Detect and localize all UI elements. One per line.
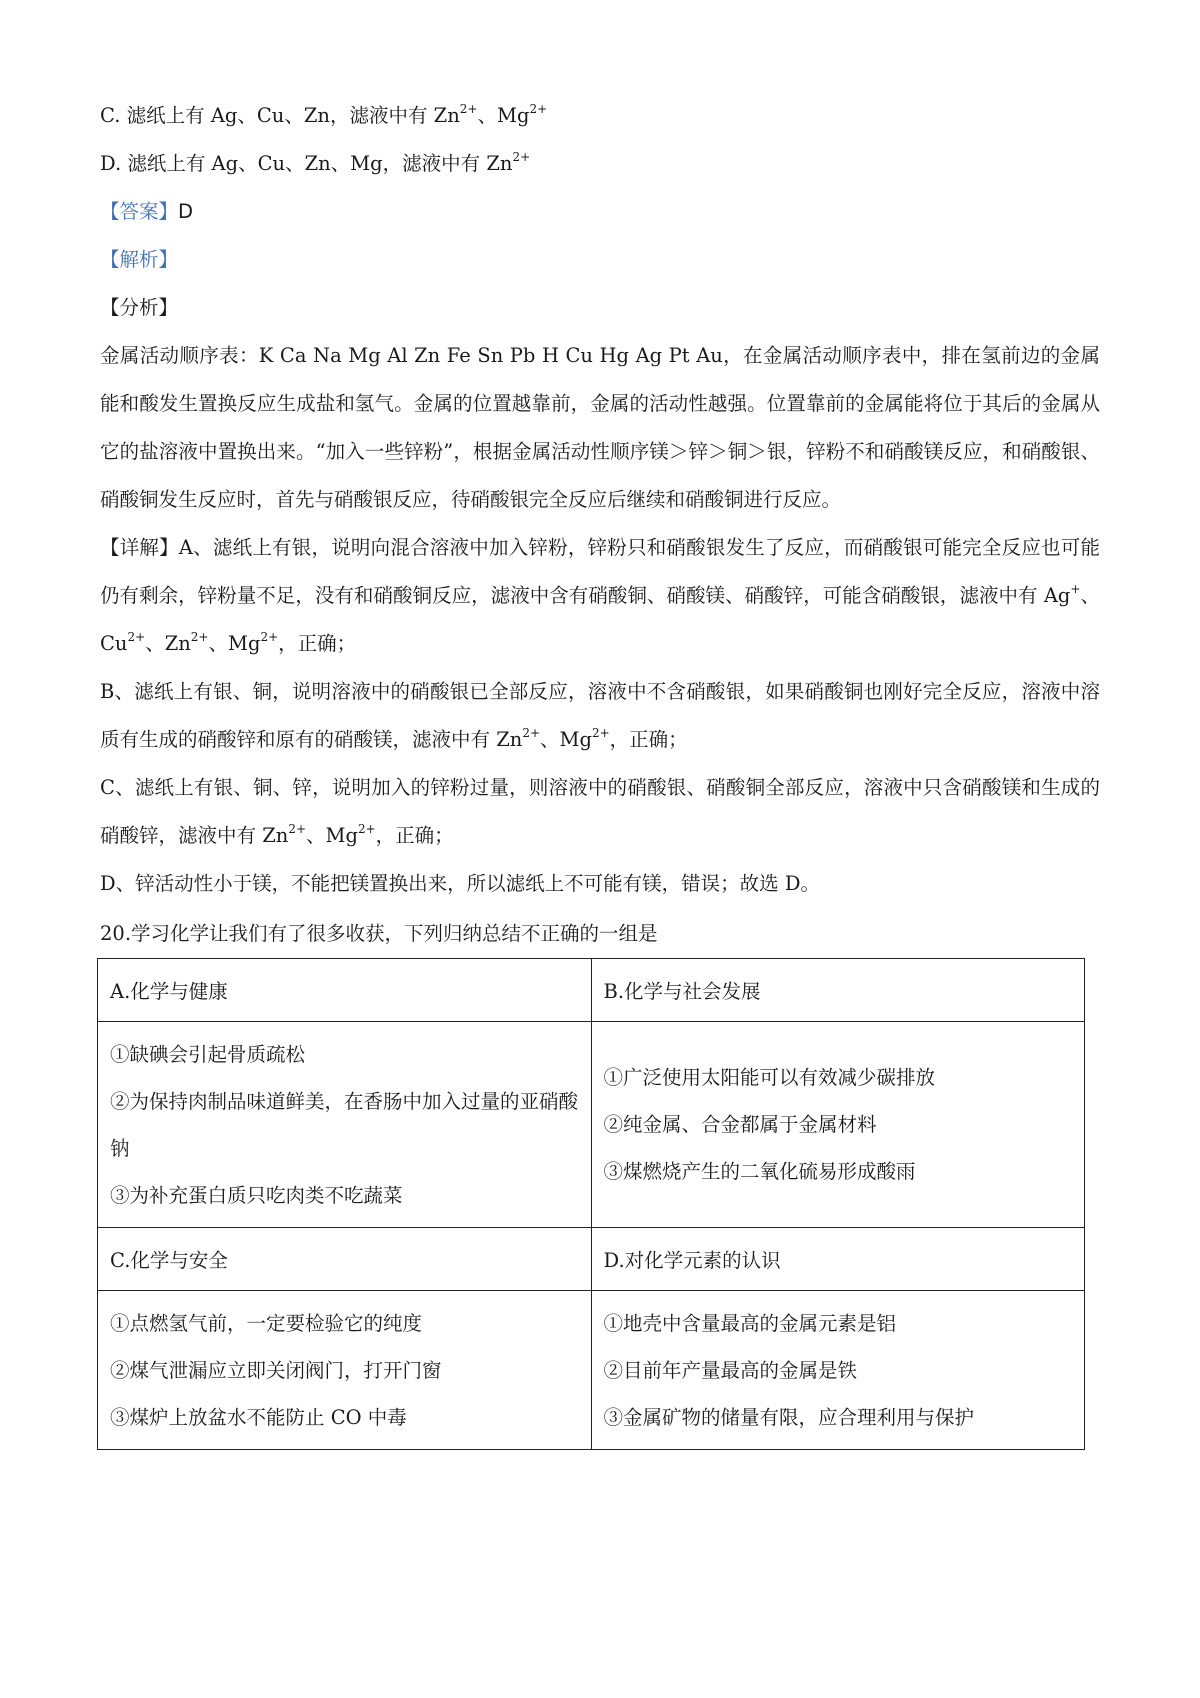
detail-d: D、锌活动性小于镁，不能把镁置换出来，所以滤纸上不可能有镁，错误；故选 D。 (100, 872, 820, 895)
cell-d-header: D.对化学元素的认识 (591, 1228, 1085, 1291)
list-item: ①点燃氢气前，一定要检验它的纯度 (110, 1311, 423, 1335)
document-page (100, 92, 1100, 1450)
detail-a-ion: 、Cu (100, 584, 1100, 655)
list-item: ③煤燃烧产生的二氧化硫易形成酸雨 (603, 1160, 916, 1183)
superscript: 2+ (591, 726, 610, 740)
cell-b-header: B.化学与社会发展 (591, 959, 1085, 1022)
list-item: ②煤气泄漏应立即关闭阀门，打开门窗 (110, 1358, 442, 1382)
superscript: 2+ (522, 726, 541, 740)
detail-c (100, 764, 1100, 860)
option-d (100, 140, 1100, 188)
list-item: ②纯金属、合金都属于金属材料 (603, 1113, 877, 1136)
cell-a-header: A.化学与健康 (98, 959, 592, 1022)
option-c-text: C. 滤纸上有 Ag、Cu、Zn，滤液中有 Zn (100, 104, 460, 127)
detail-a-end: ，正确； (278, 632, 357, 655)
detail-a-ion: 、Zn (145, 632, 191, 655)
detail-b-ion: 、Mg (540, 728, 592, 751)
detail-a-text: 【详解】A、滤纸上有银，说明向混合溶液中加入锌粉，锌粉只和硝酸银发生了反应，而硝酸银可能完全反应也可能仍有剩余，锌粉量不足，没有和硝酸铜反应，滤液中含有硝酸铜、硝酸镁、硝酸锌，可能含硝酸银，滤液中有 Ag (100, 536, 1100, 607)
superscript: 2+ (127, 630, 146, 644)
superscript: 2+ (529, 102, 548, 116)
list-item: ③金属矿物的储量有限，应合理利用与保护 (603, 1405, 975, 1429)
answer-label: 【答案】 (100, 200, 179, 223)
superscript: 2+ (260, 630, 279, 644)
detail-a (100, 524, 1100, 668)
fenxi-label: 【分析】 (100, 296, 179, 319)
cell-c-header: C.化学与安全 (98, 1228, 592, 1291)
list-item: ①广泛使用太阳能可以有效减少碳排放 (603, 1066, 936, 1089)
question-20-table (97, 958, 1085, 1450)
question-20: 20.学习化学让我们有了很多收获，下列归纳总结不正确的一组是 (100, 922, 658, 945)
option-c-text-mid: 、Mg (477, 104, 530, 127)
list-item: ①地壳中含量最高的金属元素是铝 (603, 1311, 897, 1335)
cell-b-items (591, 1022, 1085, 1228)
list-item: ③煤炉上放盆水不能防止 CO 中毒 (110, 1405, 407, 1429)
detail-c-text: C、滤纸上有银、铜、锌，说明加入的锌粉过量，则溶液中的硝酸银、硝酸铜全部反应，溶液中只含硝酸镁和生成的硝酸锌，滤液中有 Zn (100, 776, 1100, 847)
cell-a-items (98, 1022, 592, 1228)
answer-value: D (178, 200, 194, 223)
detail-c-end: ，正确； (375, 824, 454, 847)
option-c (100, 92, 1100, 140)
list-item: ②目前年产量最高的金属是铁 (603, 1358, 858, 1382)
analysis-paragraph: 金属活动顺序表：K Ca Na Mg Al Zn Fe Sn Pb H Cu Hg Ag Pt Au，在金属活动顺序表中，排在氢前边的金属能和酸发生置换反应生成盐和氢气。金属的位置越靠前，金属的活动性越强。位置靠前的金属能将位于其后的金属从它的盐溶液中置换出来。“加入一些锌粉”，根据金属活动性顺序镁＞锌＞铜＞银，锌粉不和硝酸镁反应，和硝酸银、硝酸铜发生反应时，首先与硝酸银反应，待硝酸银完全反应后继续和硝酸铜进行反应。 (100, 344, 1100, 511)
cell-c-items (98, 1291, 592, 1450)
superscript: 2+ (190, 630, 209, 644)
superscript: 2+ (288, 822, 307, 836)
superscript: 2+ (357, 822, 376, 836)
detail-a-ion: 、Mg (208, 632, 261, 655)
superscript: + (1070, 582, 1081, 596)
detail-b-end: ，正确； (609, 728, 688, 751)
answer-line (100, 188, 1100, 236)
cell-d-items (591, 1291, 1085, 1450)
superscript: 2+ (512, 150, 531, 164)
list-item: ③为补充蛋白质只吃肉类不吃蔬菜 (110, 1183, 403, 1207)
option-d-text: D. 滤纸上有 Ag、Cu、Zn、Mg，滤液中有 Zn (100, 152, 513, 175)
detail-c-ion: 、Mg (306, 824, 358, 847)
jiexi-label: 【解析】 (100, 248, 179, 271)
detail-b (100, 668, 1100, 764)
superscript: 2+ (459, 102, 478, 116)
detail-b-text: B、滤纸上有银、铜，说明溶液中的硝酸银已全部反应，溶液中不含硝酸银，如果硝酸铜也刚好完全反应，溶液中溶质有生成的硝酸锌和原有的硝酸镁，滤液中有 Zn (100, 680, 1100, 751)
list-item: ①缺碘会引起骨质疏松 (110, 1042, 306, 1066)
list-item: ②为保持肉制品味道鲜美，在香肠中加入过量的亚硝酸钠 (110, 1089, 579, 1160)
